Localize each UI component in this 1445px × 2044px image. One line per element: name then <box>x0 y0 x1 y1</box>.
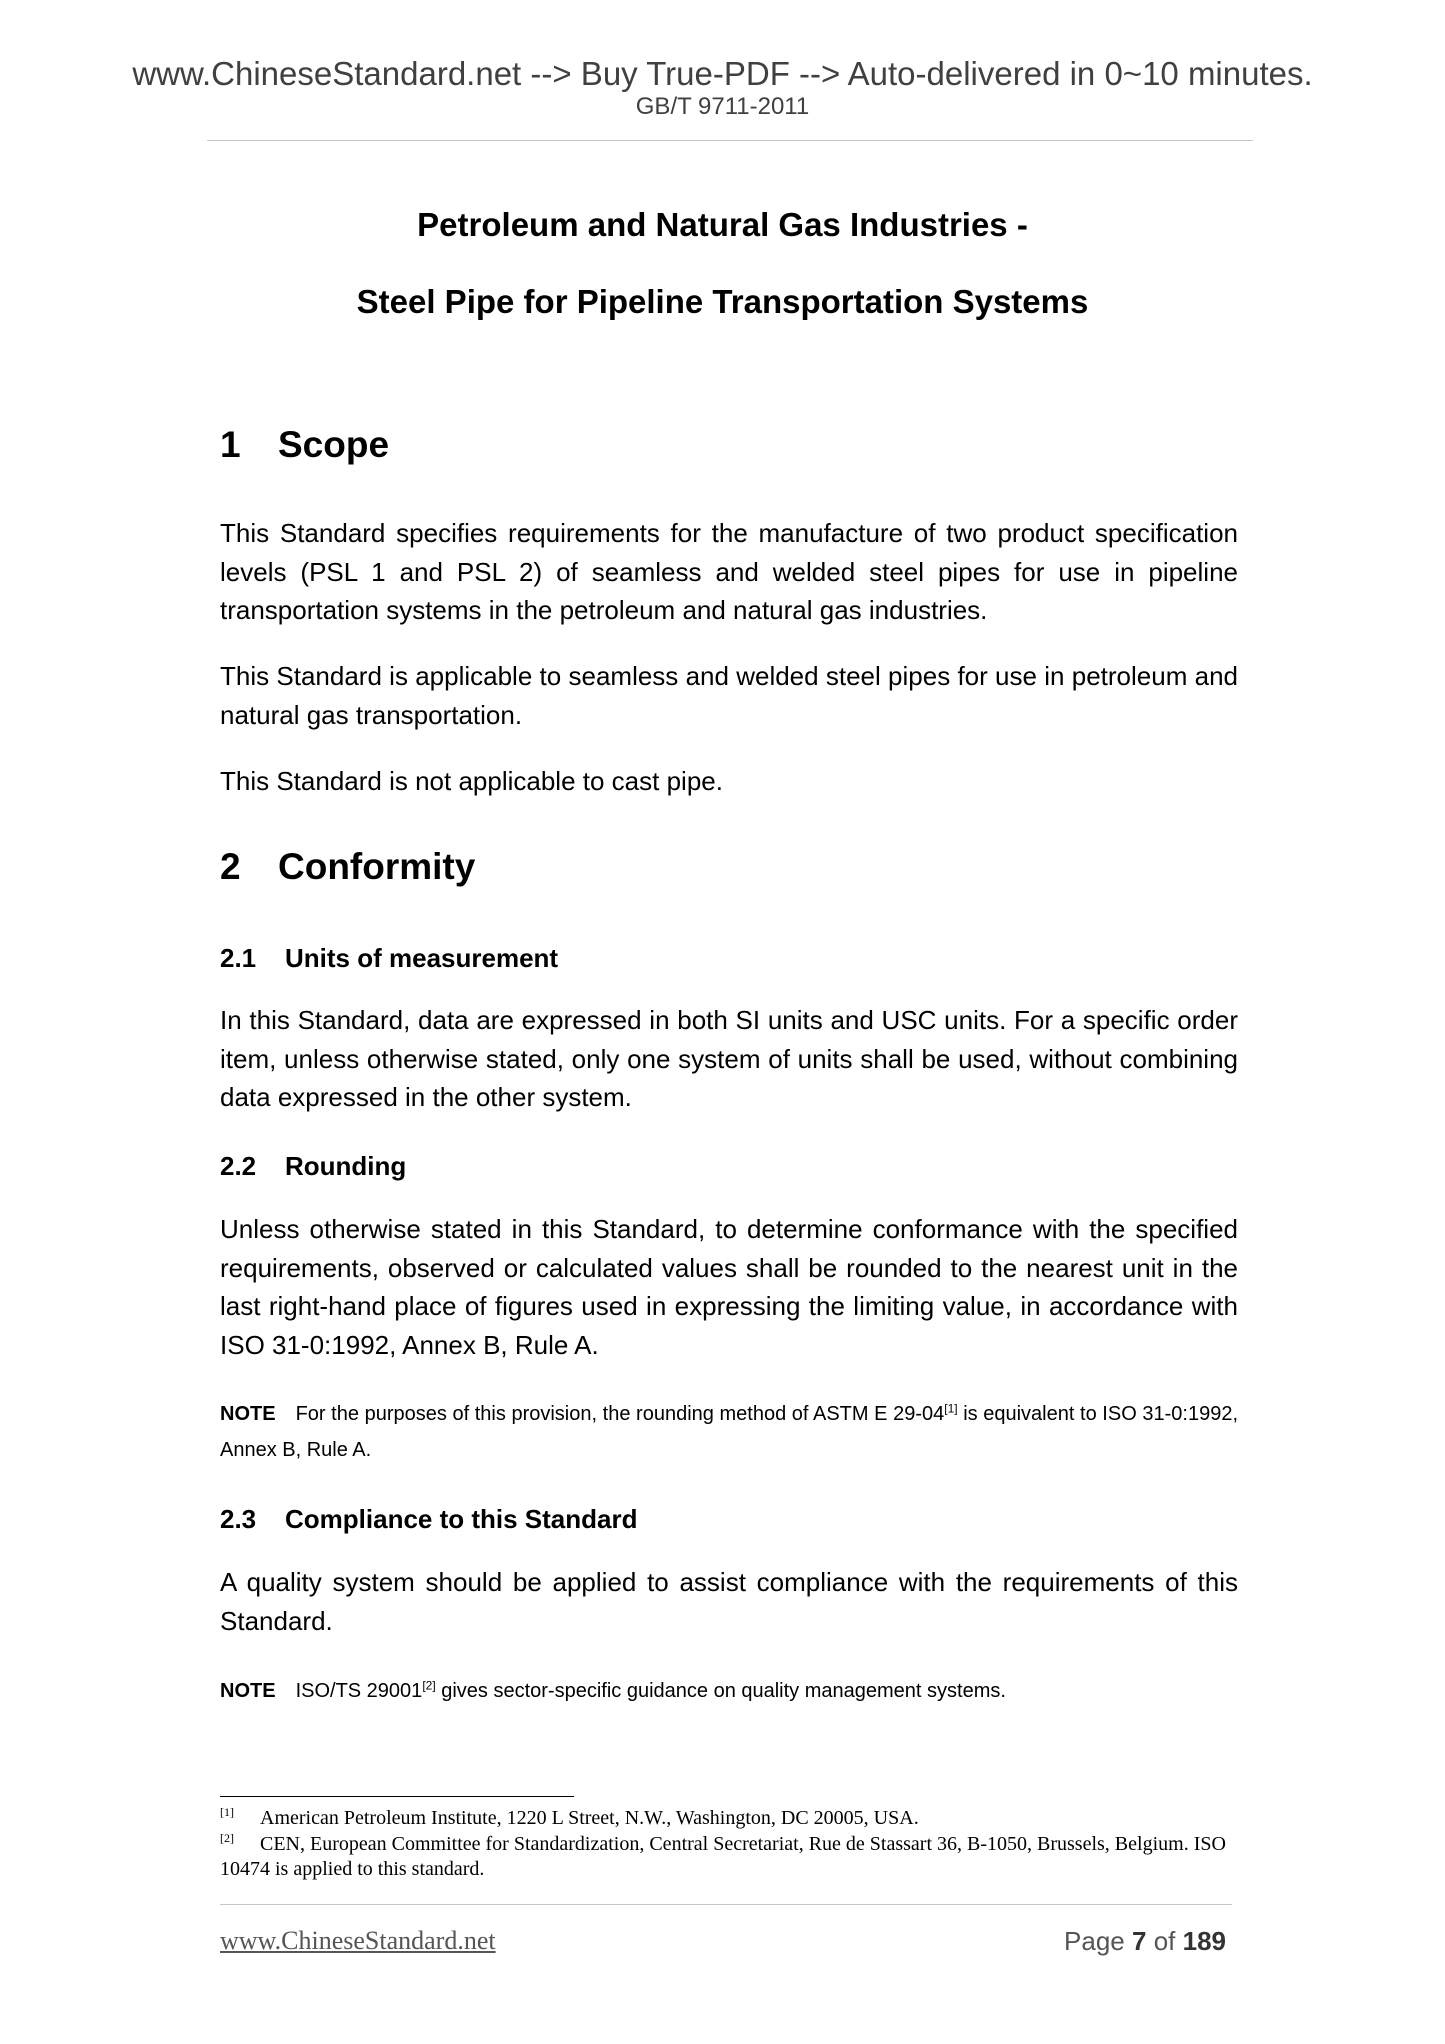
note-text-cont: is equivalent to ISO 31-0:1992, Annex B, Rule A. <box>220 1403 1238 1461</box>
page-indicator <box>1064 1926 1226 1957</box>
footnote-ref-1[interactable]: [1] <box>944 1401 958 1416</box>
subsection-2-2-heading <box>220 1150 406 1182</box>
scope-paragraph-3: This Standard is not applicable to cast pipe. <box>220 766 723 796</box>
scope-paragraph-1: This Standard specifies requirements for the manufacture of two product specification levels (PSL 1 and PSL 2) of seamless and welded steel pipes for use in pipeline transportation systems in the petroleum and natural gas industries. <box>220 518 1238 625</box>
header-banner[interactable]: www.ChineseStandard.net --> Buy True-PDF --> Auto-delivered in 0~10 minutes. <box>132 55 1313 92</box>
standard-code: GB/T 9711-2011 <box>635 93 810 120</box>
footnote-2: [2] CEN, European Committee for Standardization, Central Secretariat, Rue de Stassart 36, B-1050, Brussels, Belgium. ISO 10474 is applied to this standard. <box>220 1831 1226 1880</box>
rounding-paragraph: Unless otherwise stated in this Standard, to determine conformance with the specified requirements, observed or calculated values shall be rounded to the nearest unit in the last right-hand place of figures used in expressing the limiting value, in accordance with ISO 31-0:1992, Annex B, Rule A. <box>220 1214 1238 1360</box>
compliance-paragraph: A quality system should be applied to assist compliance with the requirements of this Standard. <box>220 1567 1238 1636</box>
page-total: 189 <box>1182 1926 1226 1956</box>
subsection-2-3-heading <box>220 1503 638 1535</box>
footnote-divider <box>220 1796 574 1797</box>
section-1-heading <box>220 423 389 467</box>
section-title: Conformity <box>278 846 476 887</box>
note-text: For the purposes of this provision, the rounding method of ASTM E 29-04 <box>295 1403 945 1425</box>
page-of: of <box>1153 1926 1176 1956</box>
footnote-text: CEN, European Committee for Standardization, Central Secretariat, Rue de Stassart 36, B-1050, Brussels, Belgium. ISO 10474 is applied to this standard. <box>220 1833 1226 1880</box>
note-text: ISO/TS 29001 <box>295 1680 423 1702</box>
page-current: 7 <box>1131 1926 1147 1956</box>
subsection-title: Units of measurement <box>285 943 559 973</box>
compliance-note <box>220 1673 1238 1709</box>
subsection-2-1-heading <box>220 942 558 974</box>
subsection-title: Rounding <box>285 1151 407 1181</box>
note-label: NOTE <box>220 1403 276 1425</box>
rounding-note <box>220 1396 1238 1468</box>
section-number: 1 <box>220 424 241 465</box>
scope-paragraph-2: This Standard is applicable to seamless and welded steel pipes for use in petroleum and natural gas transportation. <box>220 661 1238 730</box>
subsection-number: 2.3 <box>220 1504 257 1534</box>
page-label: Page <box>1064 1926 1125 1956</box>
footer-divider <box>220 1904 1232 1905</box>
subsection-number: 2.1 <box>220 943 257 973</box>
section-title: Scope <box>278 424 390 465</box>
section-2-heading <box>220 845 475 889</box>
footnote-ref-2[interactable]: [2] <box>422 1678 436 1693</box>
header-divider <box>207 140 1253 141</box>
footnote-text: American Petroleum Institute, 1220 L Street, N.W., Washington, DC 20005, USA. <box>260 1807 919 1829</box>
units-paragraph: In this Standard, data are expressed in both SI units and USC units. For a specific order item, unless otherwise stated, only one system of units shall be used, without combining data expressed in the other system. <box>220 1005 1238 1112</box>
section-number: 2 <box>220 846 241 887</box>
footnote-1: [1] American Petroleum Institute, 1220 L Street, N.W., Washington, DC 20005, USA. <box>220 1805 919 1829</box>
document-title-line2: Steel Pipe for Pipeline Transportation Systems <box>356 283 1089 320</box>
footer-site-link[interactable]: www.ChineseStandard.net <box>220 1926 496 1955</box>
document-title-line1: Petroleum and Natural Gas Industries - <box>417 206 1028 243</box>
note-text-cont: gives sector-specific guidance on quality management systems. <box>435 1680 1006 1702</box>
subsection-number: 2.2 <box>220 1151 257 1181</box>
note-label: NOTE <box>220 1680 276 1702</box>
subsection-title: Compliance to this Standard <box>285 1504 638 1534</box>
